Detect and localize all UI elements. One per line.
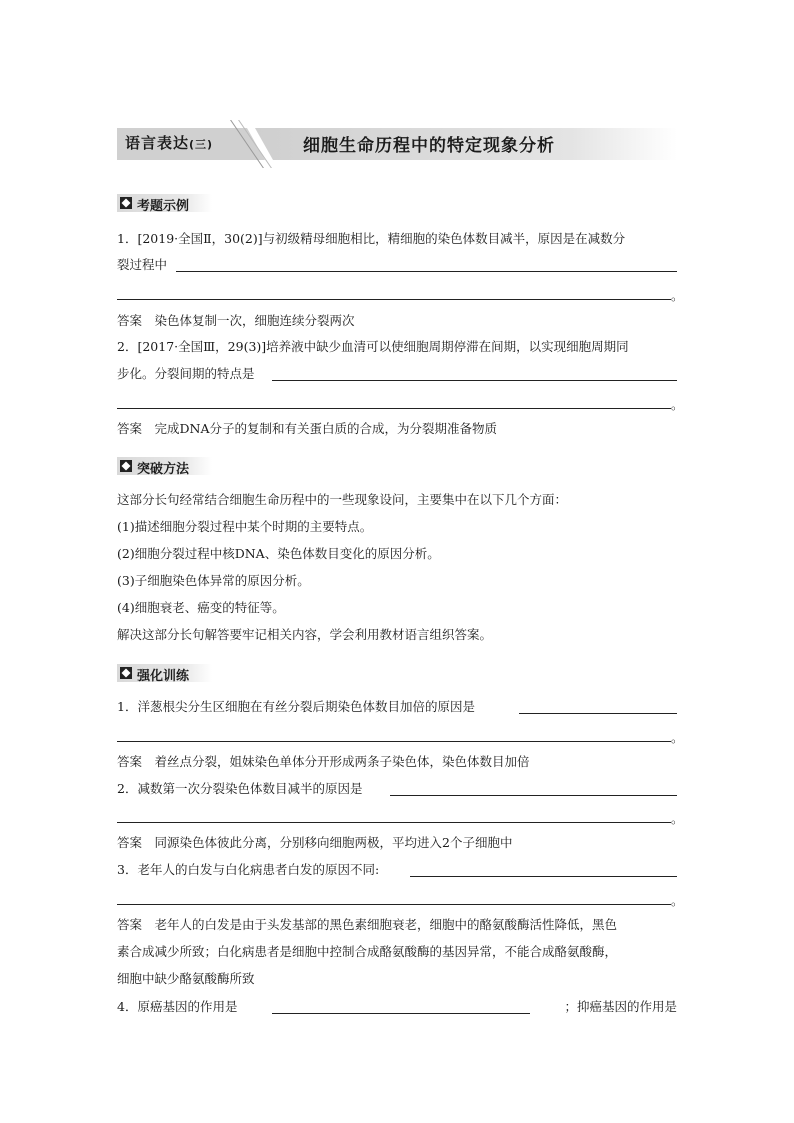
- answer-blank[interactable]: [117, 822, 671, 823]
- method-summary: 解决这部分长句解答要牢记相关内容，学会利用教材语言组织答案。: [117, 627, 493, 642]
- question-line: 3．老年人的白发与白化病患者白发的原因不同:: [117, 862, 380, 877]
- question-line: ；抑癌基因的作用是: [564, 999, 677, 1014]
- question-line: 4．原癌基因的作用是: [117, 999, 238, 1014]
- answer-blank[interactable]: [272, 380, 677, 381]
- answer-blank[interactable]: [519, 713, 677, 714]
- section-head-examples: [117, 194, 212, 212]
- answer-text: 素合成减少所致；白化病患者是细胞中控制合成酪氨酸酶的基因异常，不能合成酪氨酸酶，: [117, 944, 618, 959]
- method-intro: 这部分长句经常结合细胞生命历程中的一些现象设问，主要集中在以下几个方面：: [117, 492, 568, 507]
- question-line: 裂过程中: [117, 257, 168, 272]
- question-line: 2．减数第一次分裂染色体数目减半的原因是: [117, 781, 363, 796]
- question-line: 2．[2017·全国Ⅲ，29(3)]培养液中缺少血清可以使细胞周期停滞在间期，以实现细胞周期同: [117, 339, 629, 354]
- answer-blank[interactable]: [176, 271, 677, 272]
- question-line: 1．[2019·全国Ⅱ，30(2)]与初级精母细胞相比，精细胞的染色体数目减半，原因是在减数分: [117, 231, 626, 246]
- diamond-icon: [120, 460, 132, 472]
- period: 。: [671, 730, 684, 745]
- section-head-training: [117, 664, 212, 682]
- section-label: 考题示例: [137, 199, 190, 214]
- section-label: 突破方法: [137, 462, 190, 477]
- question-line: 1．洋葱根尖分生区细胞在有丝分裂后期染色体数目加倍的原因是: [117, 699, 475, 714]
- method-item: (3)子细胞染色体异常的原因分析。: [117, 573, 310, 588]
- answer-text: 细胞中缺少酪氨酸酶所致: [117, 971, 255, 986]
- answer-blank[interactable]: [117, 299, 671, 300]
- section-head-methods: [117, 457, 212, 475]
- period: 。: [671, 811, 684, 826]
- answer-blank[interactable]: [410, 876, 677, 877]
- answer-blank[interactable]: [117, 904, 671, 905]
- page-title: 细胞生命历程中的特定现象分析: [303, 136, 555, 156]
- answer-text: 答案 染色体复制一次，细胞连续分裂两次: [117, 313, 355, 328]
- method-item: (2)细胞分裂过程中核DNA、染色体数目变化的原因分析。: [117, 546, 440, 561]
- diamond-icon: [120, 197, 132, 209]
- answer-text: 答案 同源染色体彼此分离，分别移向细胞两极，平均进入2个子细胞中: [117, 835, 513, 850]
- method-item: (1)描述细胞分裂过程中某个时期的主要特点。: [117, 519, 373, 534]
- section-label: 强化训练: [137, 669, 190, 684]
- question-line: 步化。分裂间期的特点是: [117, 366, 255, 381]
- section-banner: [117, 120, 677, 168]
- diamond-icon: [120, 667, 132, 679]
- answer-blank[interactable]: [117, 408, 671, 409]
- answer-text: 答案 着丝点分裂，姐妹染色单体分开形成两条子染色体，染色体数目加倍: [117, 754, 530, 769]
- answer-text: 答案 老年人的白发是由于头发基部的黑色素细胞衰老，细胞中的酪氨酸酶活性降低，黑色: [117, 917, 618, 932]
- series-number: (三): [189, 138, 214, 151]
- period: 。: [671, 893, 684, 908]
- period: 。: [671, 397, 684, 412]
- banner-series-label: [125, 132, 213, 153]
- series-label: 语言表达: [125, 134, 190, 152]
- answer-blank[interactable]: [390, 795, 677, 796]
- answer-blank[interactable]: [272, 1013, 530, 1014]
- period: 。: [671, 288, 684, 303]
- method-item: (4)细胞衰老、癌变的特征等。: [117, 600, 285, 615]
- answer-blank[interactable]: [117, 741, 671, 742]
- answer-text: 答案 完成DNA分子的复制和有关蛋白质的合成，为分裂期准备物质: [117, 421, 497, 436]
